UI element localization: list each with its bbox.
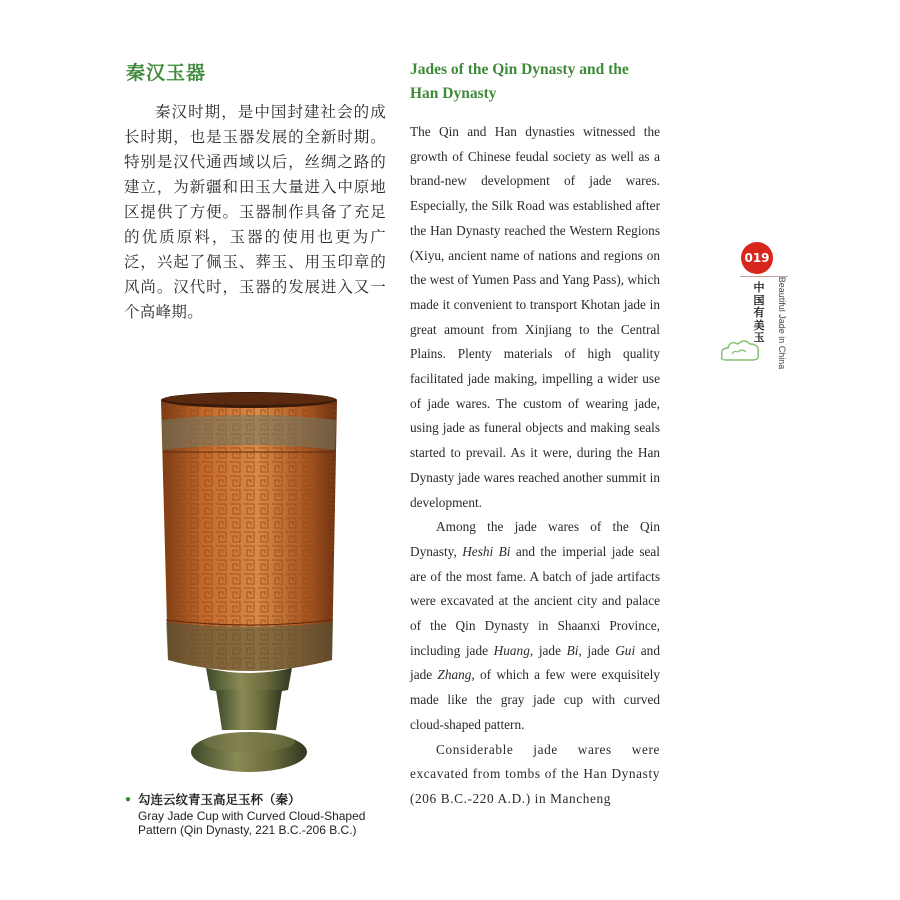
english-paragraph-2 bbox=[410, 515, 660, 737]
p2-text-d: , jade bbox=[578, 642, 616, 658]
english-section-title bbox=[410, 58, 680, 106]
english-paragraph-3: Considerable jade wares were excavated from tombs of the Han Dynasty (206 B.C.-220 A.D.) in Mancheng bbox=[410, 741, 660, 806]
caption-english-line-2: Pattern (Qin Dynasty, 221 B.C.-206 B.C.) bbox=[138, 823, 357, 837]
english-title-line-2: Han Dynasty bbox=[410, 85, 497, 102]
english-body-text bbox=[410, 120, 660, 812]
book-title-chinese: 中国有美玉 bbox=[753, 281, 765, 344]
p2-italic-gui: Gui bbox=[615, 642, 636, 658]
p2-italic-zhang: Zhang bbox=[437, 667, 472, 683]
p2-text-c: , jade bbox=[529, 642, 567, 658]
p2-italic-bi: Bi bbox=[566, 642, 579, 658]
p2-text-b: and the imperial jade seal are of the most fame. A batch of jade artifacts were excavated at the ancient city and palace of the Qin Dynasty in Shaanxi Province, including jade bbox=[410, 543, 660, 658]
p2-italic-heshi-bi: Heshi Bi bbox=[462, 543, 511, 559]
english-paragraph-1: The Qin and Han dynasties witnessed the growth of Chinese feudal society as well as a brand-new development of jade wares. Especially, the Silk Road was established after the Han Dynasty reached the Western Regions (Xiyu, ancient name of nations and regions on the west of Yumen Pass and Yang Pass), which made it convenient to transport Khotan jade in great amount from Xinjiang to the Central Plains. Plenty materials of high quality facilitated jade making, impelling a wider use of jade wares. The custom of wearing jade, using jade as funeral objects and making seals started to prevail. As it were, during the Han Dynasty jade wares reached another summit in development. bbox=[410, 124, 660, 510]
chinese-section-title: 秦汉玉器 bbox=[126, 62, 207, 84]
book-title-english: Beautiful Jade in China bbox=[777, 276, 787, 370]
p2-text-a: Among the jade wares of the Qin Dynasty, bbox=[410, 519, 660, 559]
caption-english-line-1: Gray Jade Cup with Curved Cloud-Shaped bbox=[138, 809, 366, 823]
p2-text-f: , of which a few were exquisitely made like the gray jade cup with curved cloud-shaped pattern. bbox=[410, 667, 660, 732]
page-number: 019 bbox=[741, 242, 773, 274]
caption-bullet: • bbox=[124, 792, 132, 807]
cloud-ornament-icon bbox=[718, 336, 762, 364]
caption-chinese-text: 勾连云纹青玉高足玉杯（秦） bbox=[138, 792, 301, 807]
english-title-line-1: Jades of the Qin Dynasty and the bbox=[410, 61, 629, 78]
p2-italic-huang: Huang bbox=[493, 642, 530, 658]
chinese-body-text: 秦汉时期，是中国封建社会的成长时期，也是玉器发展的全新时期。特别是汉代通西域以后，丝绸之路的建立，为新疆和田玉大量进入中原地区提供了方便。玉器制作具备了充足的优质原料，玉器的使用也更为广泛，兴起了佩玉、葬玉、用玉印章的风尚。汉代时，玉器的发展进入又一个高峰期。 bbox=[124, 103, 386, 321]
caption-english bbox=[138, 809, 388, 837]
p2-text-e: and jade bbox=[410, 642, 660, 683]
jade-cup-photo bbox=[158, 390, 340, 780]
caption-chinese bbox=[124, 790, 301, 808]
